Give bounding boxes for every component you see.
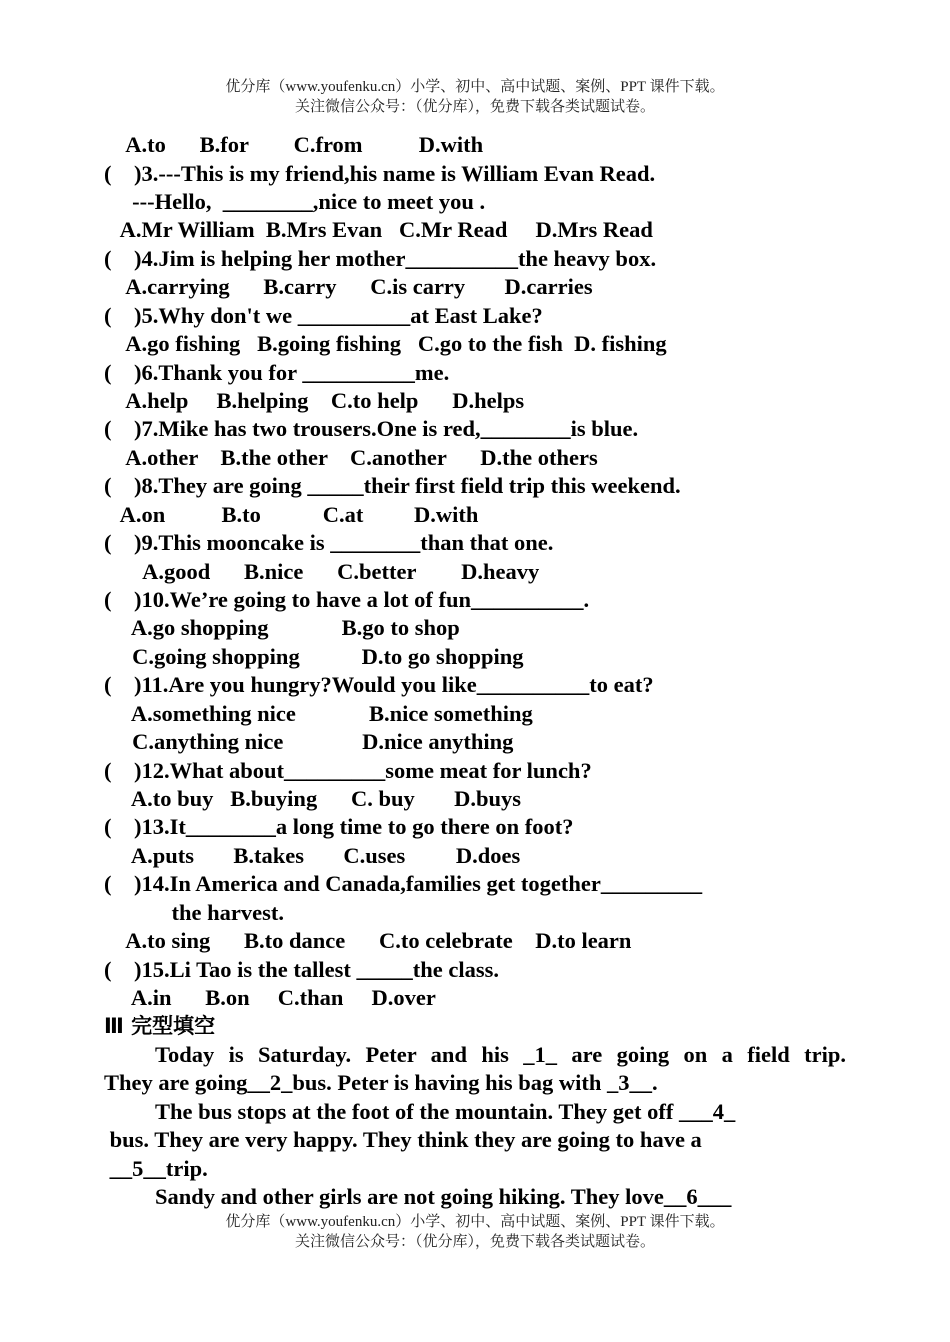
q15-options: A.in B.on C.than D.over [104,985,436,1010]
question-3: ( )3.---This is my friend,his name is William Evan Read. [104,161,656,186]
q11-options-cd: C.anything nice D.nice anything [104,729,514,754]
passage-line-3: The bus stops at the foot of the mountain. They get off ___4_ [155,1099,736,1124]
q8-options: A.on B.to C.at D.with [104,502,479,527]
q6-options: A.help B.helping C.to help D.helps [104,388,525,413]
question-12: ( )12.What about_________some meat for lunch? [104,758,592,783]
question-3-dialogue: ---Hello, ________,nice to meet you . [104,189,486,214]
q11-options-ab: A.something nice B.nice something [104,701,533,726]
page-footer [0,1212,950,1252]
q9-options: A.good B.nice C.better D.heavy [104,559,540,584]
question-4: ( )4.Jim is helping her mother__________the heavy box. [104,246,657,271]
question-11: ( )11.Are you hungry?Would you like__________to eat? [104,672,654,697]
footer-line-2: 关注微信公众号：（优分库），免费下载各类试题试卷。 [294,1234,655,1250]
q2-options: A.to B.for C.from D.with [104,132,484,157]
question-7: ( )7.Mike has two trousers.One is red,________is blue. [104,416,639,441]
passage-line-4: bus. They are very happy. They think they are going to have a [104,1127,702,1152]
q10-options-ab: A.go shopping B.go to shop [104,615,460,640]
page-header [0,77,950,117]
q12-options: A.to buy B.buying C. buy D.buys [104,786,522,811]
q14-options: A.to sing B.to dance C.to celebrate D.to learn [104,928,632,953]
passage-line-2: They are going__2_bus. Peter is having his bag with _3__. [104,1070,658,1095]
question-10: ( )10.We’re going to have a lot of fun__________. [104,587,590,612]
question-13: ( )13.It________a long time to go there on foot? [104,814,574,839]
passage-line-1: Today is Saturday. Peter and his _1_ are going on a field trip. [155,1042,846,1067]
question-6: ( )6.Thank you for __________me. [104,360,450,385]
q13-options: A.puts B.takes C.uses D.does [104,843,521,868]
question-15: ( )15.Li Tao is the tallest _____the class. [104,957,500,982]
question-5: ( )5.Why don't we __________at East Lake? [104,303,543,328]
footer-line-1: 优分库（www.youfenku.cn）小学、初中、高中试题、案例、PPT 课件下载。 [225,1214,725,1230]
passage-line-5: __5__trip. [104,1156,208,1181]
q7-options: A.other B.the other C.another D.the others [104,445,598,470]
passage-line-6: Sandy and other girls are not going hiking. They love__6___ [155,1184,732,1209]
q10-options-cd: C.going shopping D.to go shopping [104,644,524,669]
header-line-1: 优分库（www.youfenku.cn）小学、初中、高中试题、案例、PPT 课件下载。 [225,79,725,95]
question-8: ( )8.They are going _____their first field trip this weekend. [104,473,681,498]
q3-options: A.Mr William B.Mrs Evan C.Mr Read D.Mrs Read [104,217,653,242]
q5-options: A.go fishing B.going fishing C.go to the fish D. fishing [104,331,667,356]
q4-options: A.carrying B.carry C.is carry D.carries [104,274,593,299]
section-title: Ⅲ 完型填空 [104,1014,216,1038]
question-14: ( )14.In America and Canada,families get together_________ [104,871,703,896]
question-9: ( )9.This mooncake is ________than that one. [104,530,554,555]
header-line-2: 关注微信公众号：（优分库），免费下载各类试题试卷。 [294,99,655,115]
question-14-cont: the harvest. [104,900,284,925]
